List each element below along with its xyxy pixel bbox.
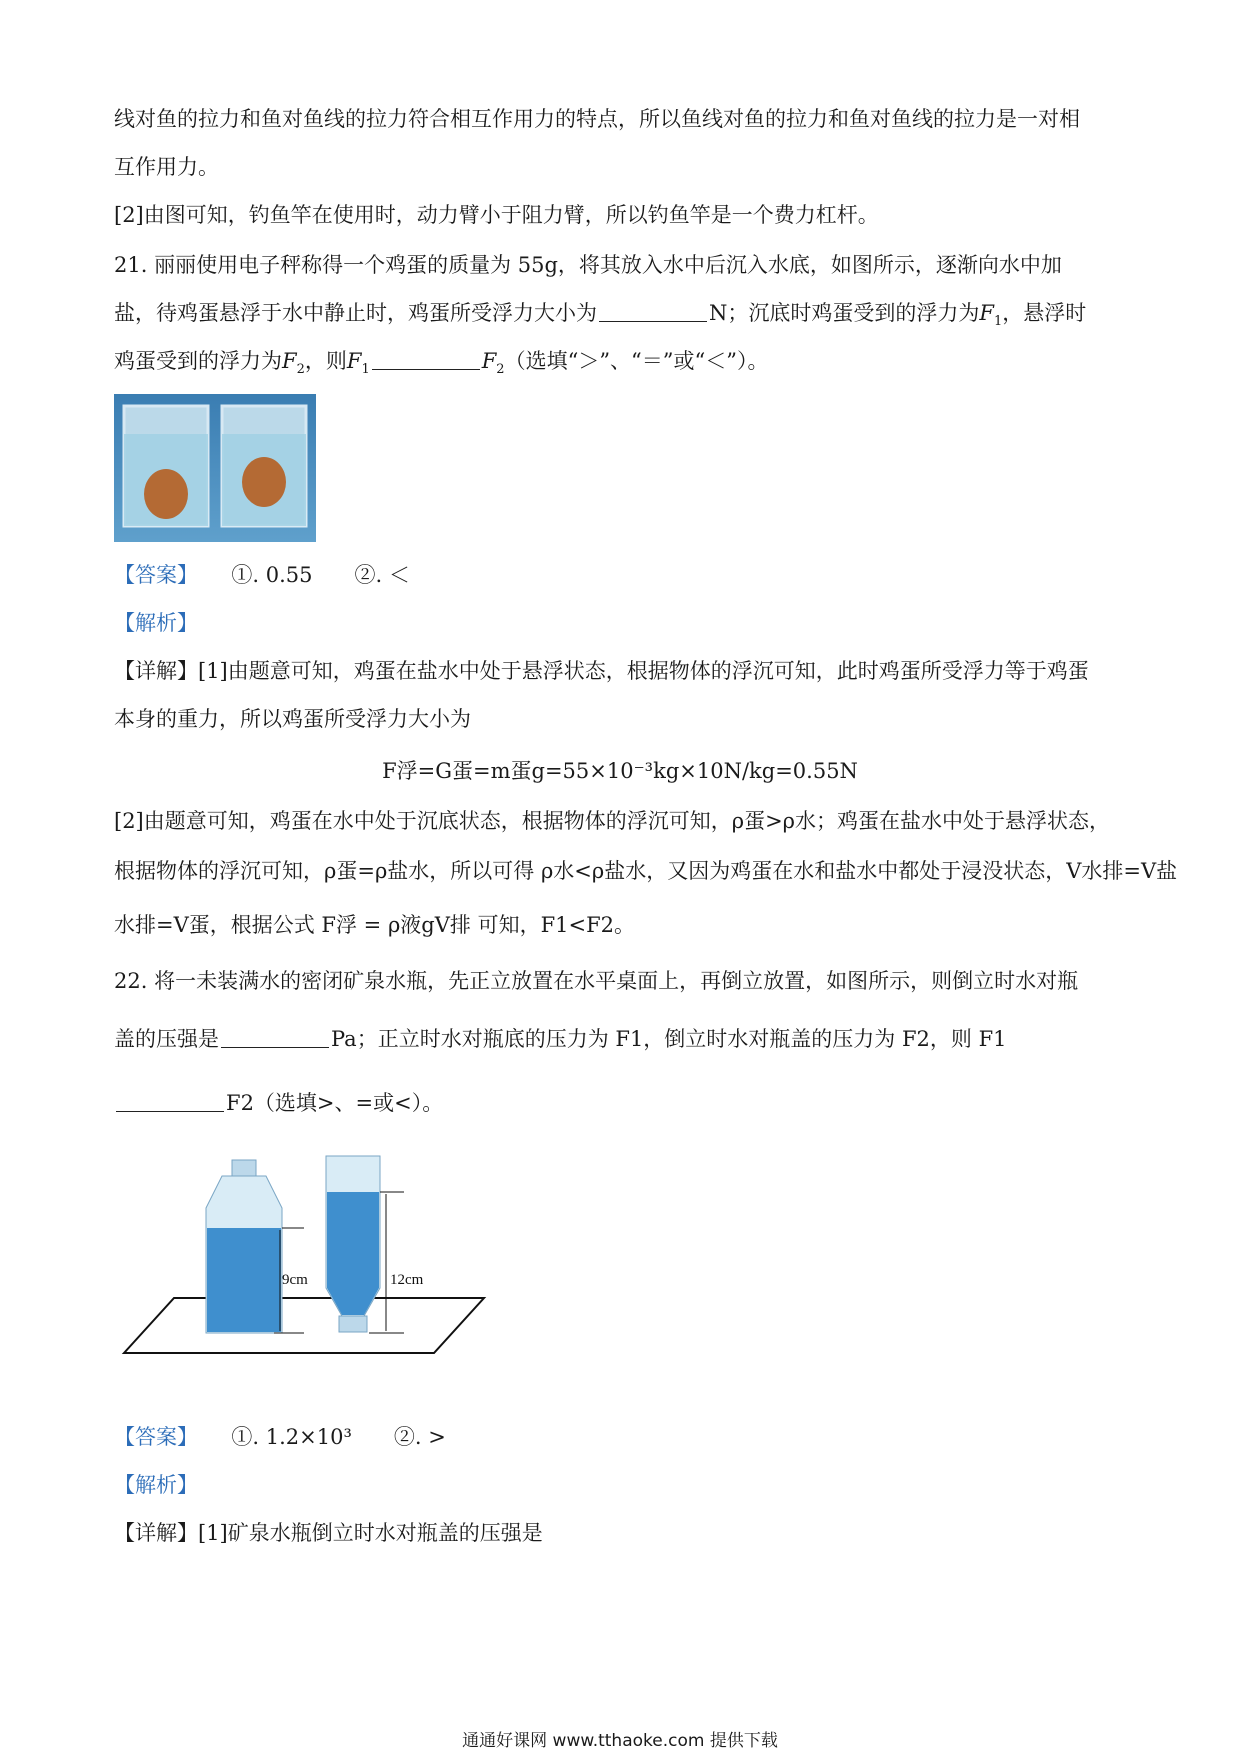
answer-line: 【答案】 ①. 1.2×10³ ②. > [114, 1425, 446, 1449]
analysis-tag: 【解析】 [114, 1473, 198, 1497]
question-22-line: F2（选填>、=或<）。 [114, 1088, 443, 1118]
egg-beaker-figure [114, 394, 316, 542]
paragraph-line: 互作用力。 [114, 155, 219, 179]
bottle-figure [114, 1148, 494, 1370]
question-21-line: 21. 丽丽使用电子秤称得一个鸡蛋的质量为 55g，将其放入水中后沉入水底，如图所示，逐渐向水中加 [114, 253, 1062, 277]
detail-line: 【详解】[1]矿泉水瓶倒立时水对瓶盖的压强是 [114, 1521, 543, 1545]
analysis-tag: 【解析】 [114, 611, 198, 635]
formula: F浮=G蛋=m蛋g=55×10⁻³kg×10N/kg=0.55N [382, 759, 858, 783]
paragraph-line: 线对鱼的拉力和鱼对鱼线的拉力符合相互作用力的特点，所以鱼线对鱼的拉力和鱼对鱼线的拉力是一对相 [114, 107, 1080, 131]
answer-line: 【答案】 ①. 0.55 ②. ＜ [114, 563, 410, 587]
egg-beaker-illustration [114, 394, 316, 542]
detail-line: 水排=V蛋，根据公式 F浮 = ρ液gV排 可知，F1<F2。 [114, 913, 636, 937]
answer-blank[interactable] [221, 1025, 329, 1048]
footer: 通通好课网 www.tthaoke.com 提供下载 [462, 1731, 778, 1751]
detail-line: 【详解】[1]由题意可知，鸡蛋在盐水中处于悬浮状态，根据物体的浮沉可知，此时鸡蛋所受浮力等于鸡蛋 [114, 659, 1089, 683]
paragraph-line: [2]由图可知，钓鱼竿在使用时，动力臂小于阻力臂，所以钓鱼竿是一个费力杠杆。 [114, 203, 879, 227]
question-21-line: 盐，待鸡蛋悬浮于水中静止时，鸡蛋所受浮力大小为 N；沉底时鸡蛋受到的浮力为$F_1$，悬浮时 [114, 301, 1087, 330]
detail-line: 根据物体的浮沉可知，ρ蛋=ρ盐水，所以可得 ρ水<ρ盐水，又因为鸡蛋在水和盐水中都处于浸没状态，V水排=V盐 [114, 859, 1178, 883]
answer-blank[interactable] [372, 347, 480, 370]
question-22-line: 盖的压强是 Pa；正立时水对瓶底的压力为 F1，倒立时水对瓶盖的压力为 F2，则 F1 [114, 1027, 1007, 1051]
detail-line: [2]由题意可知，鸡蛋在水中处于沉底状态，根据物体的浮沉可知，ρ蛋>ρ水；鸡蛋在盐水中处于悬浮状态， [114, 809, 1111, 833]
label-12cm: 12cm [390, 1272, 424, 1288]
question-21-line: 鸡蛋受到的浮力为$F_2$，则$F_1$ $F_2$（选填“＞”、“＝”或“＜”）。 [114, 349, 769, 378]
question-22-line: 22. 将一未装满水的密闭矿泉水瓶，先正立放置在水平桌面上，再倒立放置，如图所示，则倒立时水对瓶 [114, 969, 1079, 993]
answer-blank[interactable] [116, 1089, 224, 1112]
answer-blank[interactable] [599, 299, 707, 322]
label-9cm: 9cm [282, 1272, 308, 1288]
detail-line: 本身的重力，所以鸡蛋所受浮力大小为 [114, 707, 471, 731]
bottle-illustration [114, 1148, 494, 1370]
